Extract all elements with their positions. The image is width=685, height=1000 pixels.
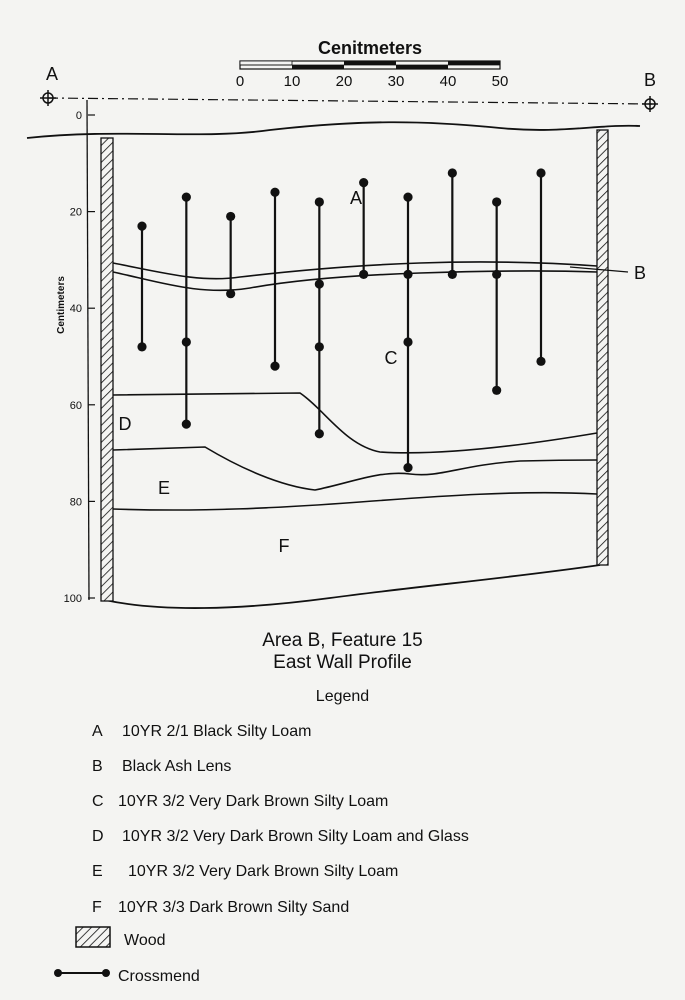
legend-item-wood xyxy=(124,931,166,951)
legend-desc: 10YR 3/2 Very Dark Brown Silty Loam and Glass xyxy=(122,828,469,845)
layer-label-a: A xyxy=(349,188,363,208)
depth-axis xyxy=(56,100,95,605)
scale-tick-label: 10 xyxy=(283,73,301,90)
wood-left xyxy=(101,138,113,601)
crossmend-dot xyxy=(137,342,146,351)
legend-symbols xyxy=(54,927,110,977)
crossmend-dot xyxy=(359,178,368,187)
depth-tick-label: 0 xyxy=(75,110,82,122)
figure-caption-line2: East Wall Profile xyxy=(273,652,412,673)
crossmend-dot xyxy=(403,463,412,472)
crossmend xyxy=(270,188,279,371)
depth-tick-label: 20 xyxy=(69,206,82,219)
boundary-d-e xyxy=(113,447,597,490)
crossmend-dot xyxy=(182,420,191,429)
crossmend-dot xyxy=(270,362,279,371)
datum-marker-left xyxy=(40,90,56,106)
scale-tick-label: 50 xyxy=(491,73,509,90)
scale-tick-label: 0 xyxy=(235,73,245,90)
crossmend xyxy=(182,193,191,429)
crossmend-dot xyxy=(359,270,368,279)
crossmend-dot xyxy=(448,168,457,177)
scale-tick-label: 20 xyxy=(335,73,353,90)
datum-marker-right xyxy=(642,96,658,112)
crossmend-dot xyxy=(448,270,457,279)
legend-desc: 10YR 3/2 Very Dark Brown Silty Loam xyxy=(118,793,389,810)
wood-swatch xyxy=(76,927,110,947)
depth-axis-label: Centimeters xyxy=(56,276,67,334)
crossmend-dot xyxy=(403,337,412,346)
legend-item-f xyxy=(92,898,349,918)
legend-wood-label: Wood xyxy=(124,932,166,949)
legend-desc: Black Ash Lens xyxy=(122,758,232,775)
wood-right xyxy=(597,130,608,565)
crossmend xyxy=(536,168,545,366)
depth-tick-label: 100 xyxy=(63,593,82,605)
crossmend-dot xyxy=(492,197,501,206)
crossmend-dot xyxy=(403,193,412,202)
legend-desc: 10YR 3/3 Dark Brown Silty Sand xyxy=(118,899,350,916)
legend-code: E xyxy=(92,863,103,880)
depth-tick-label: 80 xyxy=(69,496,82,509)
crossmend xyxy=(492,197,501,395)
figure-caption-line1: Area B, Feature 15 xyxy=(262,630,423,651)
crossmend-dot xyxy=(403,270,412,279)
profile-bottom xyxy=(105,565,600,608)
legend-item-e xyxy=(92,862,398,882)
crossmend-dot xyxy=(536,357,545,366)
crossmend-dot xyxy=(492,386,501,395)
legend-desc: 10YR 2/1 Black Silty Loam xyxy=(122,723,312,740)
legend-item-d xyxy=(92,827,469,847)
layer-label-d: D xyxy=(118,414,132,434)
crossmend-dot xyxy=(182,193,191,202)
legend-code: C xyxy=(92,793,104,810)
crossmend xyxy=(137,221,146,351)
legend-code: A xyxy=(92,723,103,740)
layer-label-b: B xyxy=(633,263,647,283)
crossmend-group xyxy=(137,168,545,472)
scale-bar xyxy=(236,38,509,90)
crossmend-symbol xyxy=(54,969,110,977)
boundary-e-f xyxy=(113,493,597,510)
legend-code: D xyxy=(92,828,104,845)
depth-tick-label: 40 xyxy=(69,303,82,316)
crossmend-dot xyxy=(315,279,324,288)
legend-code: B xyxy=(92,758,103,775)
crossmend-dot xyxy=(137,221,146,230)
crossmend-dot xyxy=(270,188,279,197)
legend-crossmend-label: Crossmend xyxy=(118,968,200,985)
section-end-right: B xyxy=(643,70,657,90)
crossmend-dot xyxy=(226,289,235,298)
depth-tick-label: 60 xyxy=(69,399,82,412)
crossmend-dot xyxy=(315,429,324,438)
crossmend xyxy=(403,193,412,473)
crossmend-dot xyxy=(536,168,545,177)
layer-label-e: E xyxy=(157,478,171,498)
crossmend-dot xyxy=(315,197,324,206)
legend-item-crossmend xyxy=(118,967,200,987)
scale-tick-label: 40 xyxy=(439,73,457,90)
layer-label-f: F xyxy=(278,536,290,556)
crossmend xyxy=(315,197,324,438)
legend-item-a xyxy=(92,722,311,742)
crossmend-dot xyxy=(182,337,191,346)
crossmend-dot xyxy=(226,212,235,221)
legend-title: Legend xyxy=(315,688,370,705)
legend-desc: 10YR 3/2 Very Dark Brown Silty Loam xyxy=(128,863,399,880)
scale-tick-label: 30 xyxy=(387,73,405,90)
crossmend xyxy=(226,212,235,298)
layer-label-c: C xyxy=(384,348,398,368)
ground-surface xyxy=(27,122,640,138)
legend-code: F xyxy=(92,899,102,916)
wall-profile xyxy=(27,122,640,608)
crossmend-dot xyxy=(315,342,324,351)
scale-bar-title: Cenitmeters xyxy=(317,38,423,58)
legend-item-c xyxy=(92,792,388,812)
legend-item-b xyxy=(92,757,231,777)
section-end-left: A xyxy=(45,64,59,84)
crossmend-dot xyxy=(492,270,501,279)
